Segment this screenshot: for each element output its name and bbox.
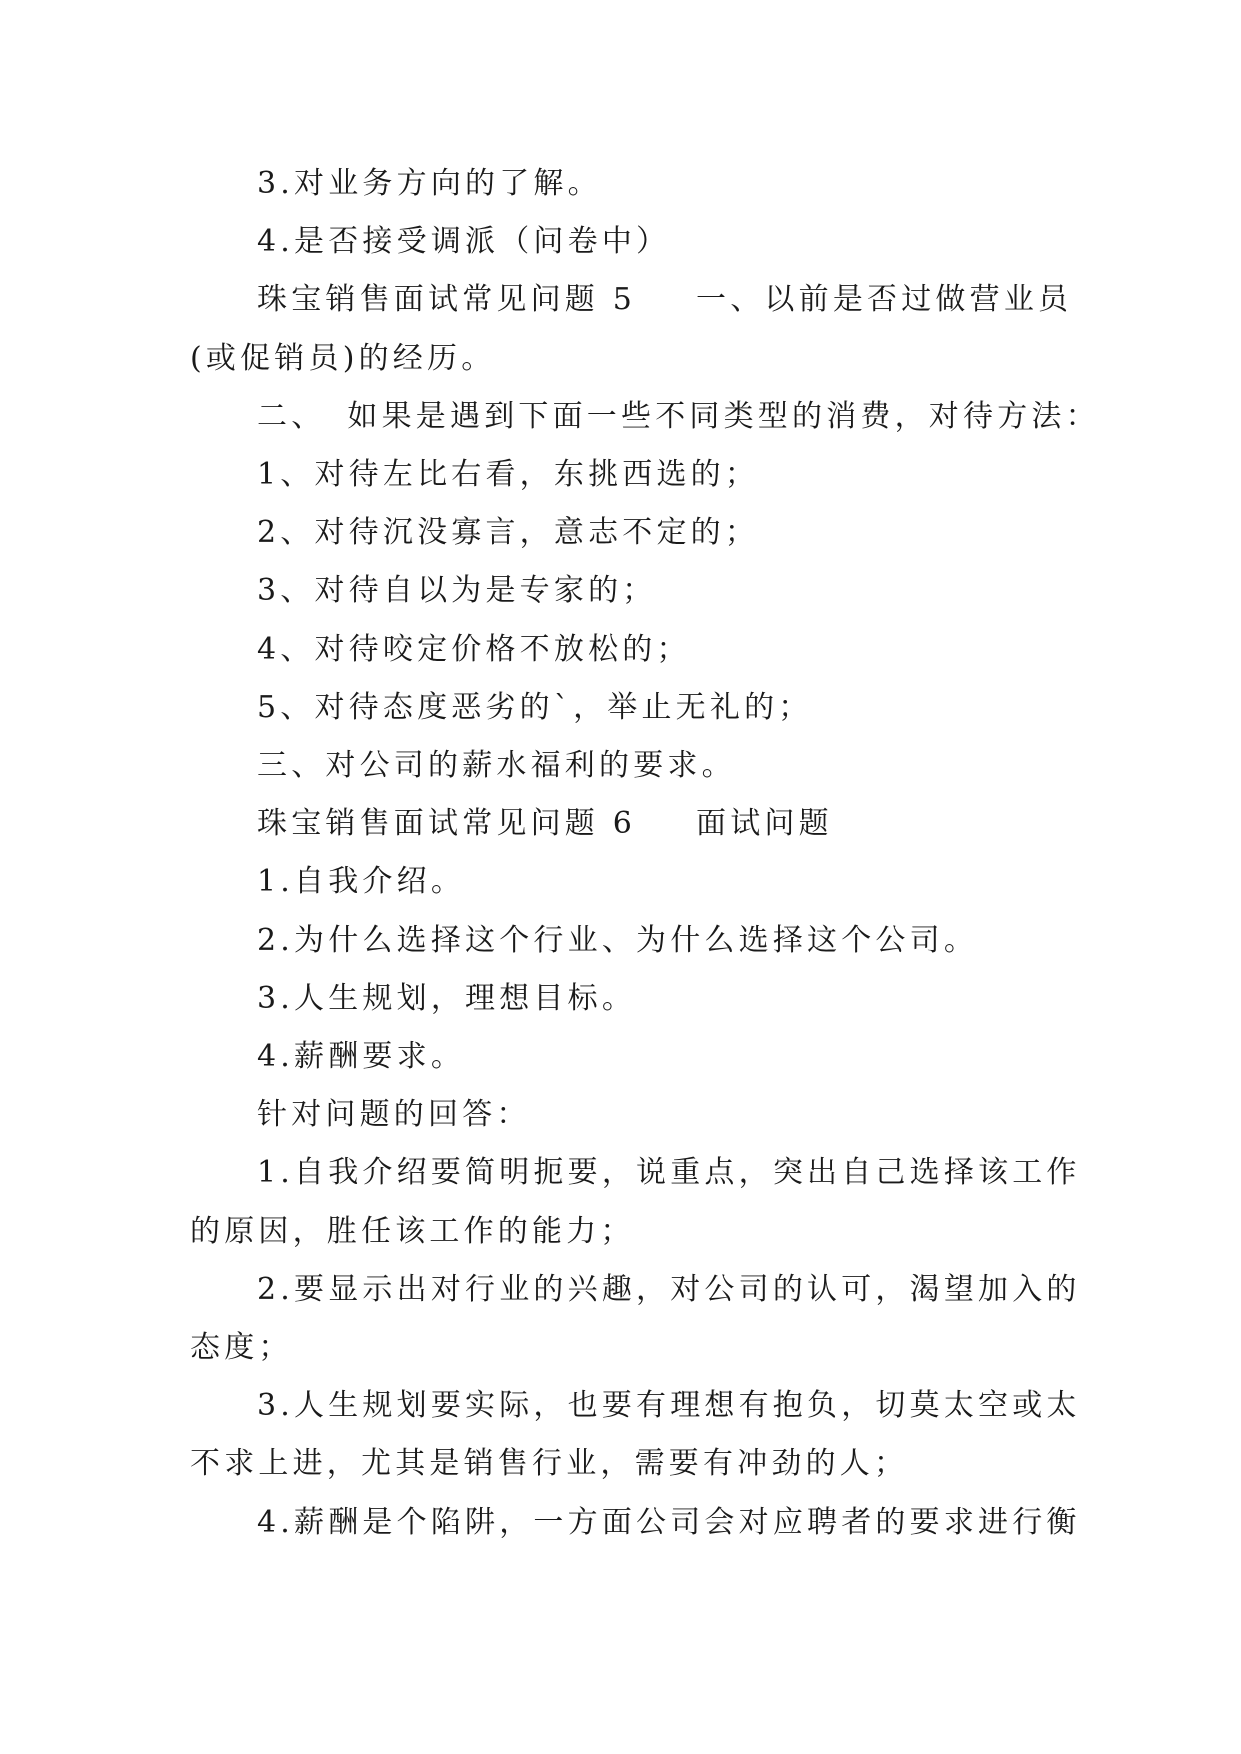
line-6: 1、对待左比右看，东挑西选的；: [257, 457, 760, 493]
line-12-text: 面试问题: [696, 806, 833, 842]
line-15: 3.人生规划，理想目标。: [257, 980, 637, 1016]
line-19: 的原因，胜任该工作的能力；: [190, 1213, 635, 1249]
line-9: 4、对待咬定价格不放松的；: [257, 631, 691, 667]
line-1: 3.对业务方向的了解。: [257, 166, 602, 201]
line-5-prefix: 二、: [257, 398, 326, 434]
section-heading-5: 珠宝销售面试常见问题 5: [257, 282, 637, 318]
line-3: [190, 271, 1073, 329]
line-10: 5、对待态度恶劣的`，举止无礼的；: [257, 689, 813, 725]
line-22: 3.人生规划要实际，也要有理想有抱负，切莫太空或太: [257, 1388, 1081, 1424]
line-17: 针对问题的回答：: [257, 1097, 531, 1133]
section-heading-6: 珠宝销售面试常见问题 6: [257, 806, 637, 842]
document-body: [190, 155, 1100, 1552]
line-13: 1.自我介绍。: [257, 864, 466, 900]
line-20: 2.要显示出对行业的兴趣，对公司的认可，渴望加入的: [257, 1271, 1081, 1307]
line-3-text: 一、以前是否过做营业员: [696, 282, 1073, 318]
line-18: 1.自我介绍要简明扼要，说重点，突出自己选择该工作: [257, 1155, 1081, 1191]
line-12: [190, 795, 1060, 853]
line-23: 不求上进，尤其是销售行业，需要有冲劲的人；: [190, 1446, 909, 1482]
line-5-text: 如果是遇到下面一些不同类型的消费，对待方法：: [347, 398, 1100, 434]
line-14: 2.为什么选择这个行业、为什么选择这个公司。: [257, 922, 979, 958]
line-8: 3、对待自以为是专家的；: [257, 573, 657, 609]
line-21: 态度；: [190, 1330, 293, 1366]
line-7: 2、对待沉没寡言，意志不定的；: [257, 515, 760, 551]
line-2: 4.是否接受调派（问卷中）: [257, 224, 671, 260]
line-11: 三、对公司的薪水福利的要求。: [257, 748, 736, 784]
line-16: 4.薪酬要求。: [257, 1039, 466, 1075]
line-4: (或促销员)的经历。: [190, 340, 496, 376]
line-24: 4.薪酬是个陷阱，一方面公司会对应聘者的要求进行衡: [257, 1504, 1081, 1540]
line-5: [190, 388, 1100, 446]
